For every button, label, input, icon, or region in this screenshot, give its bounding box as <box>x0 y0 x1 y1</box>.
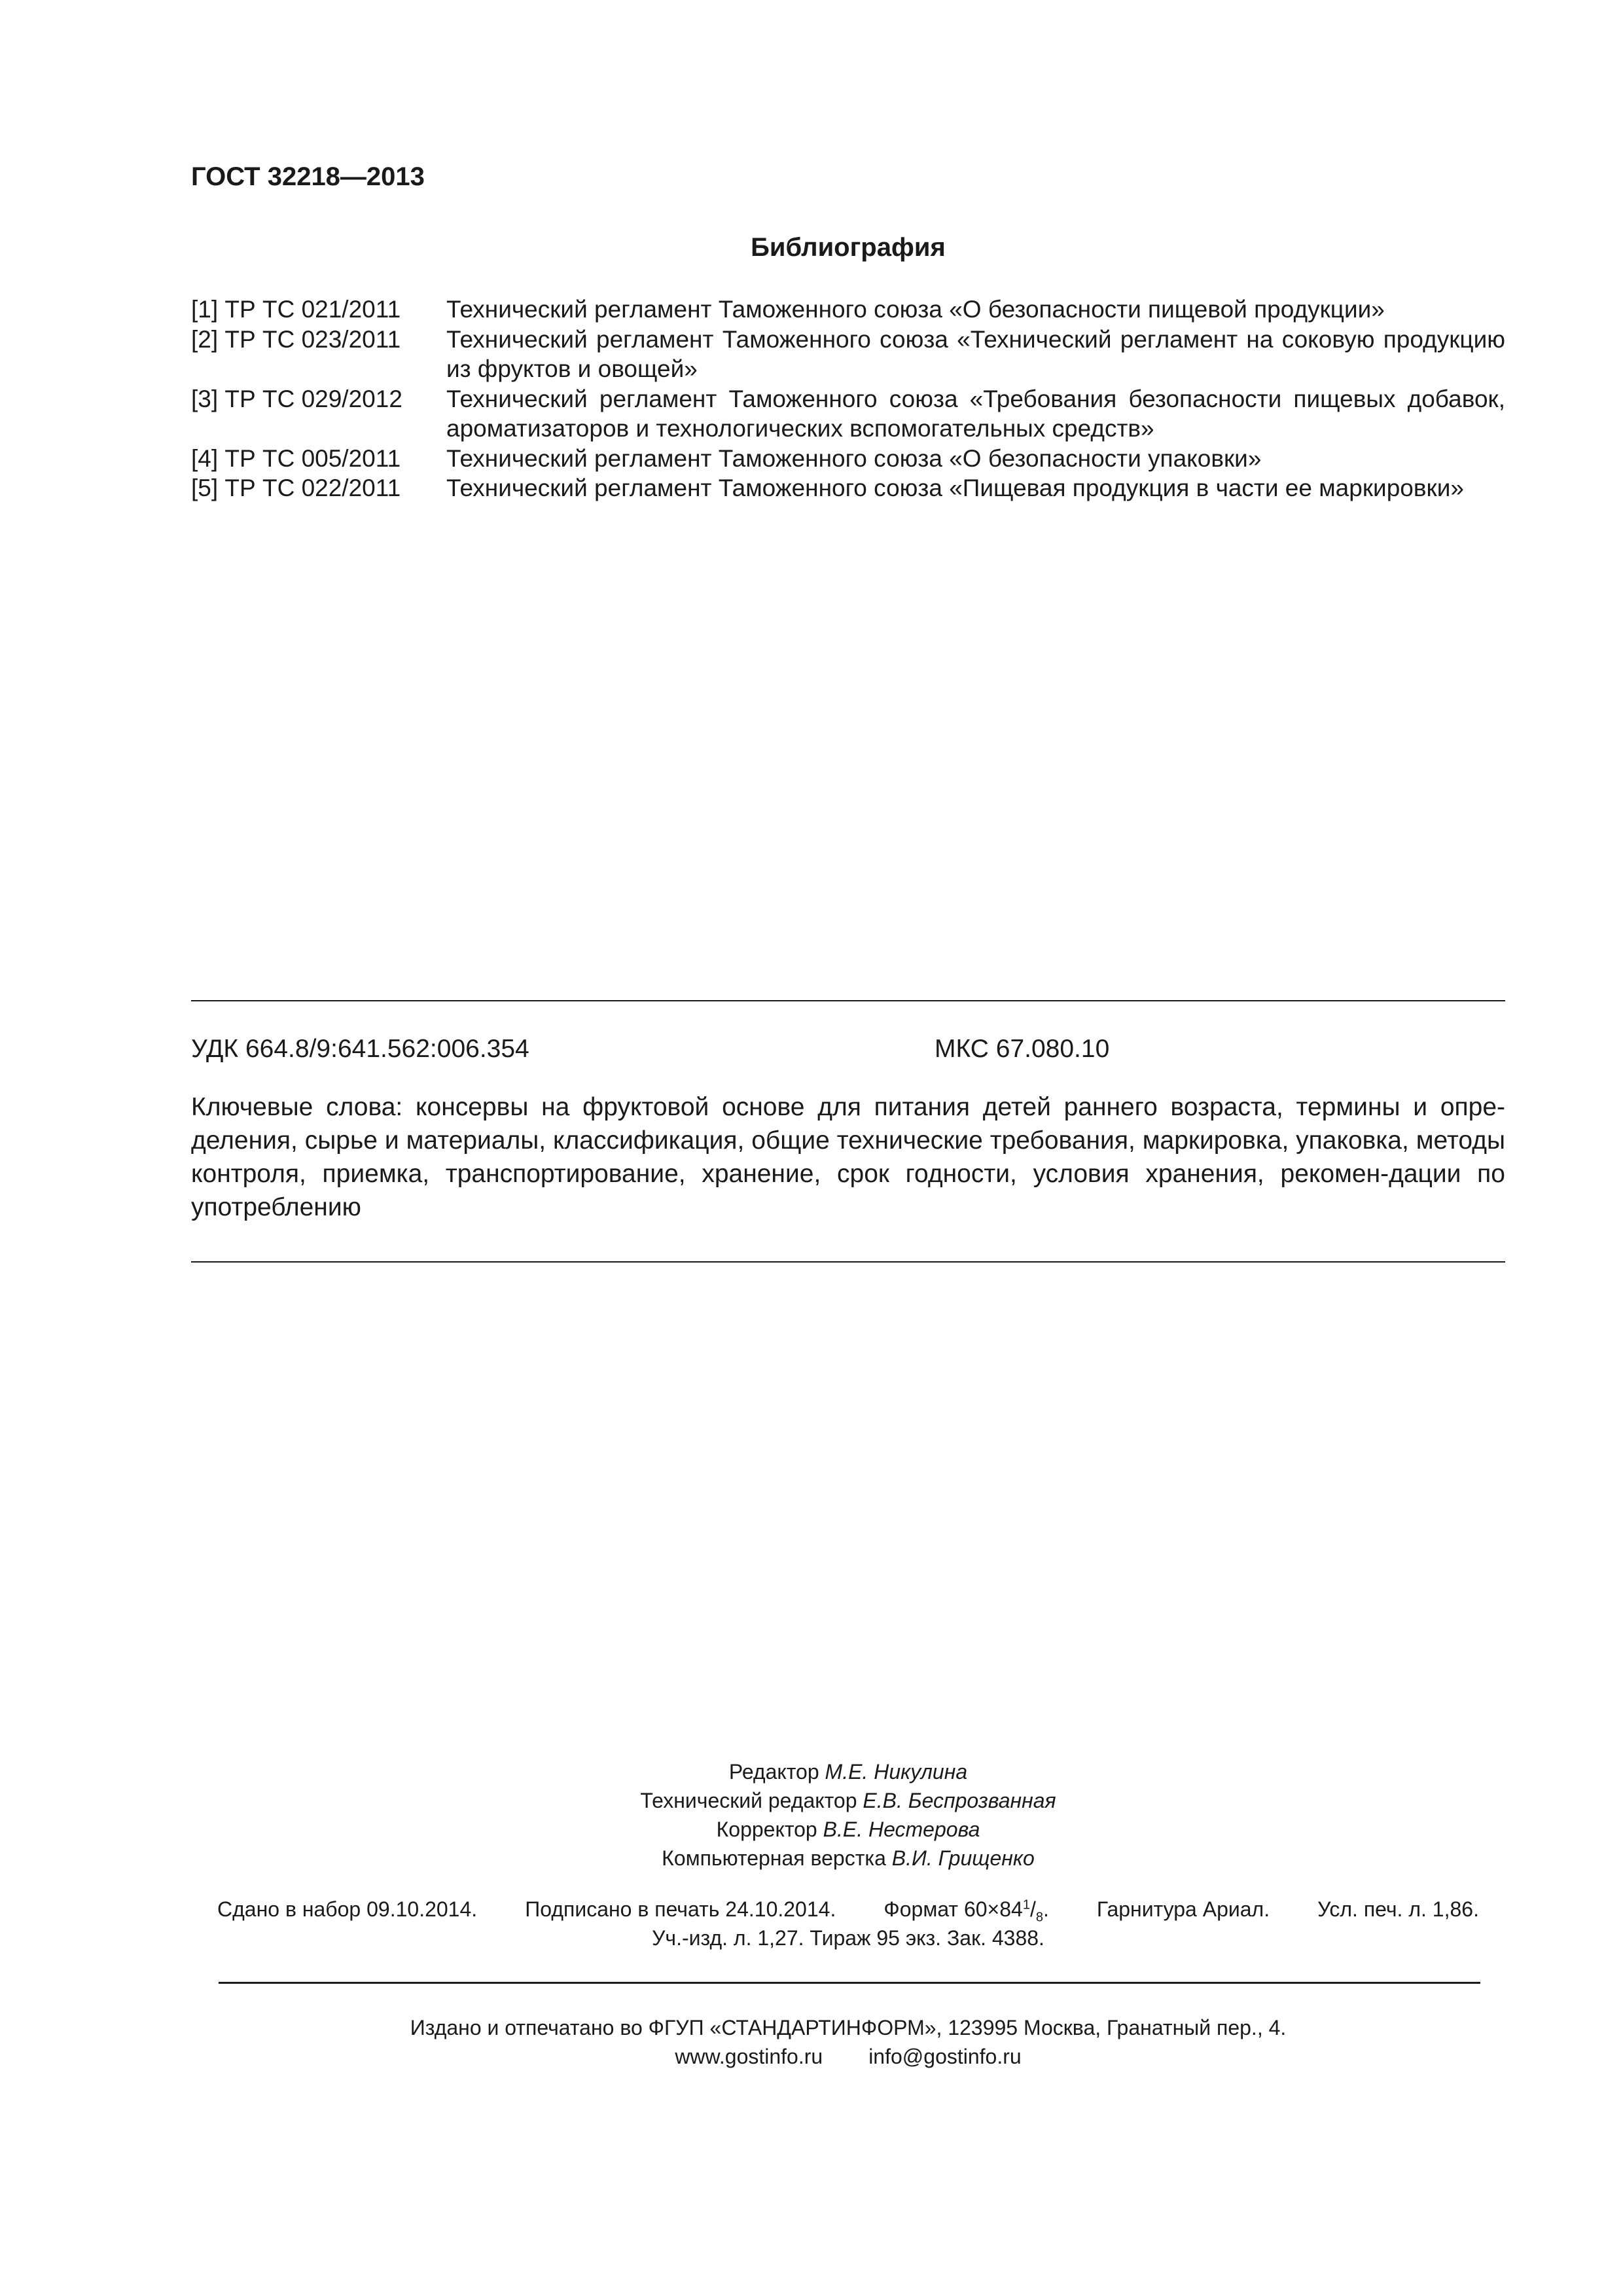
divider-publisher <box>219 1982 1480 1984</box>
mks-code: МКС 67.080.10 <box>935 1035 1110 1063</box>
website-link[interactable]: www.gostinfo.ru <box>675 2045 823 2068</box>
bibliography-list <box>191 295 1505 503</box>
bibliography-ref: [1] ТР ТС 021/2011 <box>191 296 401 323</box>
bibliography-item <box>191 473 1505 503</box>
bibliography-ref: [5] ТР ТС 022/2011 <box>191 475 401 501</box>
bibliography-ref: [3] ТР ТС 029/2012 <box>191 385 402 412</box>
bibliography-text: Технический регламент Таможенного союза «Пищевая продукция в части ее маркировки» <box>446 475 1464 501</box>
credit-editor: Редактор М.Е. Никулина <box>728 1760 968 1784</box>
udk-code: УДК 664.8/9:641.562:006.354 <box>191 1035 529 1063</box>
credit-layout: Компьютерная верстка В.И. Грищенко <box>662 1846 1035 1870</box>
publisher-info: Издано и отпечатано во ФГУП «СТАНДАРТИНФОРМ», 123995 Москва, Гранатный пер., 4. <box>410 2016 1287 2039</box>
credit-proofreader: Корректор В.Е. Нестерова <box>716 1818 980 1841</box>
bibliography-item <box>191 384 1505 444</box>
email-link[interactable]: info@gostinfo.ru <box>868 2045 1022 2068</box>
credit-technical-editor: Технический редактор Е.В. Беспрозванная <box>640 1789 1056 1812</box>
bibliography-text: Технический регламент Таможенного союза «Требования безопасности пищевых добавок, ароматизаторов и технологических вспомогательных средств» <box>446 385 1505 442</box>
bibliography-ref: [4] ТР ТС 005/2011 <box>191 444 401 472</box>
bibliography-text: Технический регламент Таможенного союза «О безопасности упаковки» <box>446 444 1262 472</box>
divider-keywords <box>191 1261 1505 1263</box>
bibliography-text: Технический регламент Таможенного союза «О безопасности пищевой продукции» <box>446 296 1385 323</box>
imprint-font: Гарнитура Ариал. <box>1096 1897 1270 1921</box>
publisher-contacts <box>191 2042 1505 2071</box>
imprint-typeset: Сдано в набор 09.10.2014. <box>217 1897 478 1921</box>
bibliography-title: Библиография <box>751 233 946 262</box>
imprint-format: Формат $60\times 84^1/_8$. <box>883 1897 1049 1925</box>
imprint-line <box>191 1896 1505 1925</box>
imprint-signed: Подписано в печать 24.10.2014. <box>525 1897 836 1921</box>
divider-top <box>191 1000 1505 1001</box>
bibliography-item <box>191 295 1505 325</box>
imprint-sheets: Усл. печ. л. 1,86. <box>1317 1897 1479 1921</box>
bibliography-text: Технический регламент Таможенного союза «Технический регламент на соковую продукцию из фруктов и овощей» <box>446 325 1505 382</box>
keywords-paragraph: Ключевые слова: консервы на фруктовой основе для питания детей раннего возраста, термины и опре-деления, сырье и материалы, классификация, общие технические требования, маркировка, упаковка, методы контроля, приемка, транспортирование, хранение, срок годности, условия хранения, рекомен-дации по употреблению <box>191 1093 1505 1221</box>
bibliography-item <box>191 444 1505 474</box>
bibliography-item <box>191 325 1505 384</box>
document-code: ГОСТ 32218—2013 <box>191 162 425 191</box>
credits-block <box>191 1757 1505 1873</box>
bibliography-ref: [2] ТР ТС 023/2011 <box>191 325 401 353</box>
imprint-line-2: Уч.-изд. л. 1,27. Тираж 95 экз. Зак. 4388. <box>652 1926 1044 1950</box>
